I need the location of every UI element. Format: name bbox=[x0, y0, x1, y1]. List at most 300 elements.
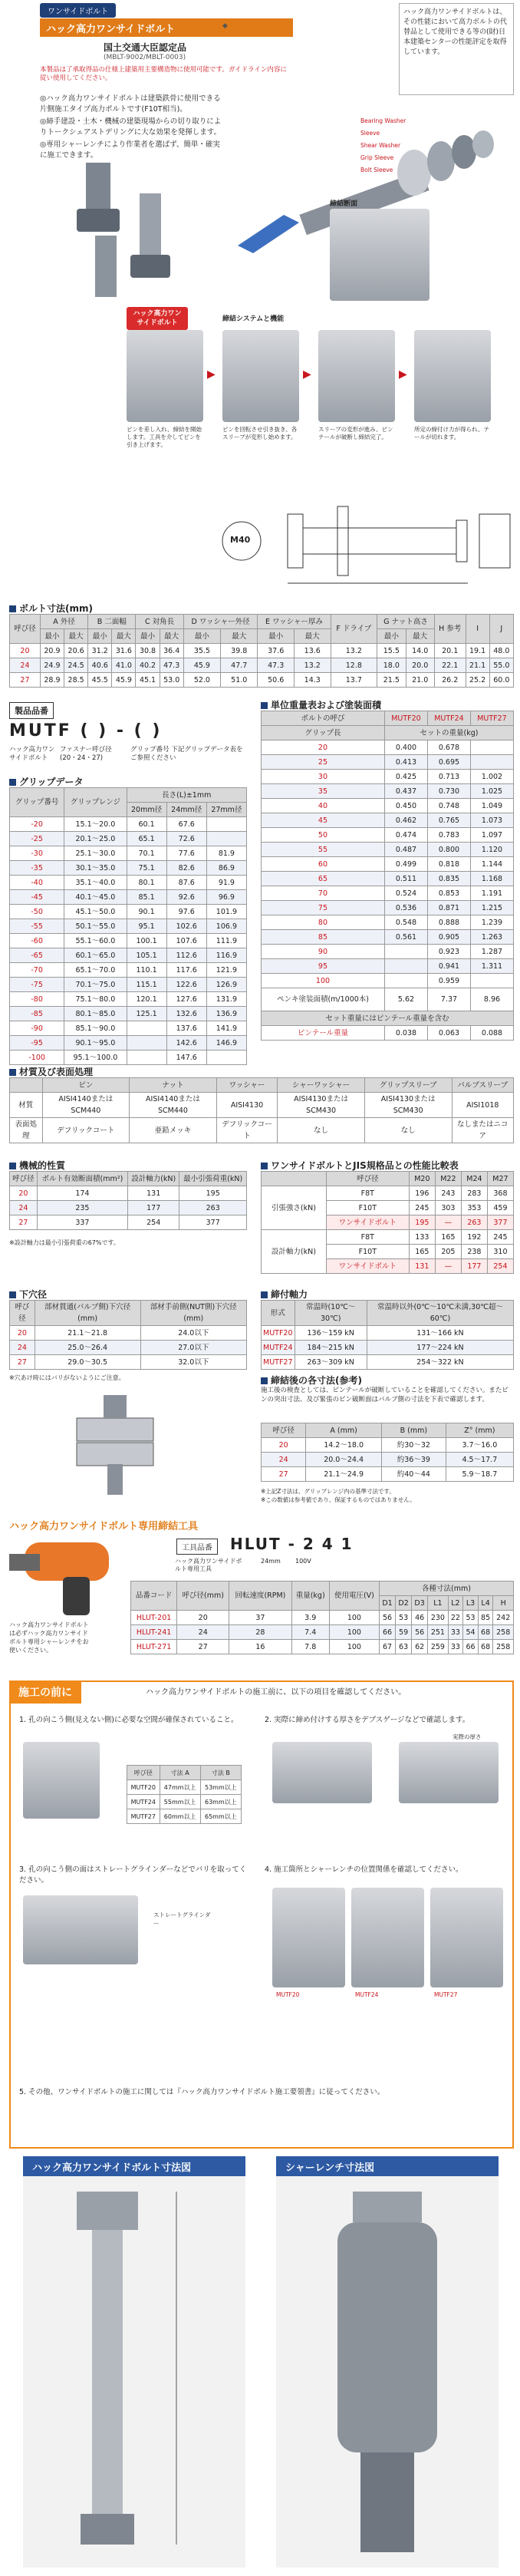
table-cell: 67 bbox=[380, 1640, 396, 1654]
table-cell: 121.9 bbox=[206, 963, 246, 978]
table-cell bbox=[127, 1021, 166, 1036]
table-cell: 459 bbox=[487, 1201, 513, 1215]
shear-wrench-photo bbox=[9, 1535, 132, 1619]
table-cell bbox=[470, 740, 513, 755]
table-cell: 24 bbox=[10, 1201, 38, 1215]
material-title: 材質及び表面処理 bbox=[9, 1065, 93, 1078]
table-cell: 85.1〜90.0 bbox=[64, 1021, 127, 1036]
table-cell: 41.0 bbox=[112, 658, 136, 673]
table-cell: 254 bbox=[128, 1215, 179, 1230]
table-cell: 20.9 bbox=[40, 644, 64, 658]
table-cell: 254〜322 kN bbox=[367, 1355, 513, 1370]
order-code: MUTF ( ) - ( ) bbox=[9, 721, 163, 740]
th: 最大 bbox=[294, 629, 331, 644]
table-cell: 60mm以上 bbox=[160, 1809, 200, 1824]
table-cell: 100 bbox=[329, 1625, 379, 1640]
table-row bbox=[131, 1625, 514, 1640]
th: 長さ(L)±1mm bbox=[127, 788, 247, 803]
table-cell: 50 bbox=[262, 828, 385, 843]
grip-table bbox=[9, 787, 247, 1065]
order-title: 製品品番 bbox=[9, 702, 54, 719]
table-cell: 62 bbox=[412, 1640, 428, 1654]
table-cell: -20 bbox=[10, 817, 64, 832]
th: 寸法 B bbox=[200, 1766, 241, 1780]
table-cell: 100 bbox=[262, 974, 385, 988]
table-cell: 368 bbox=[487, 1186, 513, 1201]
table-cell: 91.9 bbox=[206, 876, 246, 890]
table-row bbox=[10, 1021, 247, 1036]
table-cell: -60 bbox=[10, 934, 64, 948]
th: MUTF20 bbox=[384, 711, 427, 726]
table-cell: 0.748 bbox=[427, 799, 470, 813]
table-cell: 0.730 bbox=[427, 784, 470, 799]
table-cell: 110.1 bbox=[127, 963, 166, 978]
table-cell: 1.002 bbox=[470, 770, 513, 784]
table-cell bbox=[206, 817, 246, 832]
th: D3 bbox=[412, 1596, 428, 1611]
table-cell: 27 bbox=[262, 1467, 306, 1482]
table-cell: 47mm以上 bbox=[160, 1780, 200, 1795]
table-cell: -45 bbox=[10, 890, 64, 905]
table-cell: 1.120 bbox=[470, 843, 513, 857]
table-cell: 35.5 bbox=[183, 644, 220, 658]
th: 最大 bbox=[112, 629, 136, 644]
table-cell: 1.025 bbox=[470, 784, 513, 799]
space-table bbox=[127, 1765, 242, 1824]
step-text: スリーブの変形が進み、ピンテールが破断し締結完了。 bbox=[318, 426, 393, 440]
table-row bbox=[10, 1326, 247, 1341]
hole-title: 下穴径 bbox=[9, 1288, 47, 1301]
table-cell: 53.0 bbox=[160, 673, 183, 688]
table-cell: AISI4130 bbox=[216, 1093, 277, 1118]
table-cell: 27 bbox=[10, 1215, 38, 1230]
th: 使用電圧(V) bbox=[329, 1582, 379, 1611]
table-row bbox=[10, 1186, 247, 1201]
table-cell: 53 bbox=[463, 1611, 479, 1625]
table-cell: 39.8 bbox=[221, 644, 258, 658]
table-cell: 52.0 bbox=[183, 673, 220, 688]
th: 最小 bbox=[183, 629, 220, 644]
table-cell: 72.6 bbox=[166, 832, 206, 846]
table-cell: — bbox=[435, 1215, 461, 1230]
table-cell: 24.0以下 bbox=[140, 1326, 246, 1341]
tool-desc: ハック高力ワンサイドボルトは必ずハック高力ワンサイドボルト専用シャーレンチをお使いください。 bbox=[9, 1621, 89, 1654]
th: グリップ番号 bbox=[10, 788, 64, 817]
table-row bbox=[10, 1201, 247, 1215]
table-row bbox=[262, 1438, 514, 1453]
table-row bbox=[262, 770, 514, 784]
part-label: Sleeve bbox=[360, 130, 380, 137]
table-cell: 27 bbox=[10, 673, 41, 688]
table-cell: 235 bbox=[37, 1201, 127, 1215]
table-cell: 0.499 bbox=[384, 857, 427, 872]
table-cell: MUTF27 bbox=[127, 1809, 160, 1824]
table-cell: 66 bbox=[463, 1640, 479, 1654]
table-cell: 45.9 bbox=[183, 658, 220, 673]
table-row bbox=[127, 1795, 242, 1809]
tool-code: HLUT - 2 4 1 bbox=[230, 1535, 354, 1553]
th: D2 bbox=[396, 1596, 412, 1611]
table-cell: なし bbox=[364, 1118, 452, 1143]
table-cell: 21.1〜21.8 bbox=[35, 1326, 140, 1341]
table-cell: 20.1 bbox=[434, 644, 466, 658]
table-cell: 27 bbox=[10, 1355, 35, 1370]
table-cell: -75 bbox=[10, 978, 64, 992]
table-cell: 70.1〜75.0 bbox=[64, 978, 127, 992]
table-cell: 1.049 bbox=[470, 799, 513, 813]
step1-diagram bbox=[23, 1742, 100, 1819]
table-cell: 20.1〜25.0 bbox=[64, 832, 127, 846]
table-cell: 131〜166 kN bbox=[367, 1326, 513, 1341]
table-cell: 25.0〜26.4 bbox=[35, 1341, 140, 1355]
inspect-table bbox=[261, 1423, 514, 1482]
jis-title: ワンサイドボルトとJIS規格品との性能比較表 bbox=[261, 1159, 459, 1172]
table-row bbox=[262, 1467, 514, 1482]
th: 最大 bbox=[406, 629, 434, 644]
table-cell: 1.144 bbox=[470, 857, 513, 872]
th: ボルトの呼び bbox=[262, 711, 385, 726]
td: 5.62 bbox=[384, 988, 427, 1011]
table-cell: 21.1〜24.9 bbox=[306, 1467, 382, 1482]
table-row bbox=[10, 963, 247, 978]
th: B (mm) bbox=[381, 1423, 446, 1438]
td: 8.96 bbox=[470, 988, 513, 1011]
table-cell: 14.3 bbox=[294, 673, 331, 688]
part-label: Bearing Washer bbox=[360, 117, 406, 124]
table-row bbox=[262, 959, 514, 974]
table-cell: 141.9 bbox=[206, 1021, 246, 1036]
table-cell: 165 bbox=[435, 1230, 461, 1245]
table-cell: 30 bbox=[262, 770, 385, 784]
table-cell: 122.6 bbox=[166, 978, 206, 992]
table-cell: 51.0 bbox=[221, 673, 258, 688]
table-cell: F10T bbox=[326, 1201, 409, 1215]
table-cell: 15.1〜20.0 bbox=[64, 817, 127, 832]
table-cell: 40.6 bbox=[88, 658, 112, 673]
step4-diagram bbox=[272, 1888, 345, 1987]
table-cell: 303 bbox=[435, 1201, 461, 1215]
table-cell: 165 bbox=[409, 1245, 435, 1259]
table-row bbox=[262, 1341, 514, 1355]
table-cell: 111.9 bbox=[206, 934, 246, 948]
table-row bbox=[10, 1051, 247, 1065]
table-cell: 0.888 bbox=[427, 915, 470, 930]
product-title: ハック高力ワンサイドボルト bbox=[40, 18, 293, 37]
table-cell: 56 bbox=[412, 1625, 428, 1640]
tool-table bbox=[130, 1581, 514, 1654]
table-cell: 0.959 bbox=[427, 974, 470, 988]
section-label: 締結断面 bbox=[330, 200, 358, 208]
table-cell: 20 bbox=[10, 644, 41, 658]
table-cell: 133 bbox=[409, 1230, 435, 1245]
table-cell: 258 bbox=[493, 1625, 514, 1640]
table-cell: MUTF20 bbox=[262, 1326, 295, 1341]
table-row bbox=[262, 1186, 514, 1201]
table-row bbox=[262, 740, 514, 755]
table-cell: 14.2〜18.0 bbox=[306, 1438, 382, 1453]
table-cell: 131 bbox=[409, 1259, 435, 1274]
th: 最大 bbox=[160, 629, 183, 644]
table-cell bbox=[470, 974, 513, 988]
dims-table bbox=[9, 614, 514, 688]
table-cell: 40.1〜45.0 bbox=[64, 890, 127, 905]
td: 7.37 bbox=[427, 988, 470, 1011]
pre-step: 4. 施工箇所とシャーレンチの位置関係を確認してください。 bbox=[265, 1865, 463, 1874]
table-row bbox=[262, 886, 514, 901]
th: 最小 bbox=[258, 629, 295, 644]
table-cell: ワンサイドボルト bbox=[326, 1215, 409, 1230]
table-cell: 0.413 bbox=[384, 755, 427, 770]
table-cell: 230 bbox=[428, 1611, 449, 1625]
table-row bbox=[10, 1036, 247, 1051]
table-row bbox=[10, 1341, 247, 1355]
table-cell: 0.818 bbox=[427, 857, 470, 872]
table-cell: 254 bbox=[487, 1259, 513, 1274]
table-cell: デフリックコート bbox=[42, 1118, 130, 1143]
table-cell: 75.1 bbox=[127, 861, 166, 876]
tool-header: ハック高力ワンサイドボルト専用締結工具 bbox=[9, 1521, 199, 1532]
table-cell: 55mm以上 bbox=[160, 1795, 200, 1809]
table-cell: 材質 bbox=[10, 1093, 43, 1118]
th: グリップ長 bbox=[262, 726, 385, 740]
th: E ワッシャー厚み bbox=[258, 615, 331, 629]
table-cell: 0.437 bbox=[384, 784, 427, 799]
notice: 本製品は了承取得品の仕様上建築用主要構造物に使用可能です。ガイドライン内容に従い使用してください。 bbox=[40, 66, 287, 82]
cert-title: 国土交通大臣認定品 bbox=[104, 42, 187, 53]
table-cell: 101.9 bbox=[206, 905, 246, 919]
table-cell: 95.1〜100.0 bbox=[64, 1051, 127, 1065]
table-cell: -55 bbox=[10, 919, 64, 934]
table-cell: 137.6 bbox=[166, 1021, 206, 1036]
th: G ナット高さ bbox=[377, 615, 435, 629]
bolt-photo bbox=[40, 163, 216, 301]
dimension-drawing bbox=[215, 483, 514, 599]
table-cell: 142.6 bbox=[166, 1036, 206, 1051]
table-cell: 245 bbox=[409, 1201, 435, 1215]
th: L1 bbox=[428, 1596, 449, 1611]
table-row bbox=[10, 1007, 247, 1021]
table-cell bbox=[127, 1051, 166, 1065]
th: ボルト有効断面積(mm²) bbox=[37, 1172, 127, 1186]
table-cell: AISI1018 bbox=[452, 1093, 514, 1118]
tool-sub: ハック高力ワンサイドボルト専用工具 bbox=[175, 1558, 242, 1572]
table-row bbox=[262, 755, 514, 770]
table-cell: 337 bbox=[37, 1215, 127, 1230]
table-cell: 80.1 bbox=[127, 876, 166, 890]
part-label: Shear Washer bbox=[360, 142, 401, 149]
table-cell: 82.6 bbox=[166, 861, 206, 876]
table-cell: 80 bbox=[262, 915, 385, 930]
table-cell: なし bbox=[278, 1118, 365, 1143]
table-cell: 147.6 bbox=[166, 1051, 206, 1065]
table-cell: 259 bbox=[428, 1640, 449, 1654]
table-cell: 25 bbox=[262, 755, 385, 770]
table-cell: 37 bbox=[229, 1611, 291, 1625]
pre-step: 3. 孔の向こう側の面はストレートグラインダーなどでバリを取ってください。 bbox=[19, 1865, 247, 1885]
table-cell: 1.287 bbox=[470, 945, 513, 959]
th: A (mm) bbox=[306, 1423, 382, 1438]
table-cell: MUTF24 bbox=[262, 1341, 295, 1355]
table-cell: 設計軸力(kN) bbox=[262, 1230, 327, 1274]
table-cell: 31.2 bbox=[88, 644, 112, 658]
step-text: ピンを回転させ引き抜き、各スリーブが変形し始めます。 bbox=[222, 426, 298, 440]
th: M20 bbox=[409, 1172, 435, 1186]
table-cell: 75.1〜80.0 bbox=[64, 992, 127, 1007]
axial-table bbox=[261, 1300, 514, 1370]
table-cell: F8T bbox=[326, 1230, 409, 1245]
th: グリップレンジ bbox=[64, 788, 127, 817]
table-cell: 1.168 bbox=[470, 872, 513, 886]
table-cell: 50.6 bbox=[258, 673, 295, 688]
table-cell: 65 bbox=[262, 872, 385, 886]
table-cell: 28 bbox=[229, 1625, 291, 1640]
th: 最小 bbox=[136, 629, 160, 644]
th: グリップスリーブ bbox=[364, 1078, 452, 1093]
table-cell: 1.239 bbox=[470, 915, 513, 930]
table-cell: 205 bbox=[435, 1245, 461, 1259]
table-cell: 117.6 bbox=[166, 963, 206, 978]
table-cell: -70 bbox=[10, 963, 64, 978]
table-cell: 77.6 bbox=[166, 846, 206, 861]
table-cell: 35 bbox=[262, 784, 385, 799]
table-row bbox=[10, 832, 247, 846]
table-cell: 68 bbox=[478, 1640, 493, 1654]
table-row bbox=[10, 1215, 247, 1230]
table-row bbox=[10, 644, 514, 658]
table-cell: 70.1 bbox=[127, 846, 166, 861]
table-cell: 195 bbox=[409, 1215, 435, 1230]
table-cell: 20 bbox=[10, 1326, 35, 1341]
table-cell: 0.713 bbox=[427, 770, 470, 784]
th: 最小 bbox=[40, 629, 64, 644]
bolt-drawing bbox=[23, 2176, 245, 2568]
table-cell: 1.215 bbox=[470, 901, 513, 915]
order-label: ハック高力ワンサイドボルト bbox=[9, 746, 55, 762]
step-text: 所定の締付け力が得られ、テールが切れます。 bbox=[414, 426, 489, 440]
table-cell: AISI4140またはSCM440 bbox=[130, 1093, 217, 1118]
table-cell: なしまたはニコア bbox=[452, 1118, 514, 1143]
table-cell: 0.678 bbox=[427, 740, 470, 755]
table-cell: 40 bbox=[262, 799, 385, 813]
table-cell: 37.6 bbox=[258, 644, 295, 658]
th: 最小 bbox=[88, 629, 112, 644]
step-image-2 bbox=[222, 330, 299, 422]
th: Z° (mm) bbox=[446, 1423, 513, 1438]
step2-diagram bbox=[399, 1742, 499, 1803]
table-cell: 40.2 bbox=[136, 658, 160, 673]
th: 部材貫通(バルブ側)下穴径(mm) bbox=[35, 1301, 140, 1326]
table-cell: 81.9 bbox=[206, 846, 246, 861]
table-row bbox=[262, 857, 514, 872]
table-cell: HLUT-201 bbox=[131, 1611, 177, 1625]
th: D ワッシャー外径 bbox=[183, 615, 258, 629]
mech-table bbox=[9, 1171, 247, 1230]
table-cell: 22.1 bbox=[434, 658, 466, 673]
table-row bbox=[10, 673, 514, 688]
table-cell: 約30〜32 bbox=[381, 1438, 446, 1453]
table-cell: 0.561 bbox=[384, 930, 427, 945]
table-cell: 75 bbox=[262, 901, 385, 915]
table-cell: 24.5 bbox=[64, 658, 88, 673]
table-cell: AISI4130またはSCM430 bbox=[278, 1093, 365, 1118]
table-cell: 45.1 bbox=[136, 673, 160, 688]
pre-step: 5. その他、ワンサイドボルトの施工に関しては『ハック高力ワンサイドボルト施工要領書』に従ってください。 bbox=[19, 2088, 385, 2096]
table-cell: 126.9 bbox=[206, 978, 246, 992]
table-cell: 13.6 bbox=[294, 644, 331, 658]
th: D1 bbox=[380, 1596, 396, 1611]
table-cell: 0.765 bbox=[427, 813, 470, 828]
table-cell: 24 bbox=[10, 658, 41, 673]
table-cell: 30.1〜35.0 bbox=[64, 861, 127, 876]
table-cell: 0.400 bbox=[384, 740, 427, 755]
table-row bbox=[131, 1640, 514, 1654]
grinder-label: ストレートグラインダー bbox=[153, 1911, 211, 1927]
table-cell: 55.0 bbox=[489, 658, 513, 673]
table-row bbox=[262, 901, 514, 915]
table-cell: 18.0 bbox=[377, 658, 406, 673]
table-cell: 32.0以下 bbox=[140, 1355, 246, 1370]
th: ナット bbox=[130, 1078, 217, 1093]
table-cell: 33 bbox=[448, 1625, 463, 1640]
table-cell: 1.263 bbox=[470, 930, 513, 945]
table-row bbox=[127, 1780, 242, 1795]
th: H bbox=[493, 1596, 514, 1611]
table-cell: 243 bbox=[435, 1186, 461, 1201]
table-cell: 表面処理 bbox=[10, 1118, 43, 1143]
table-cell: 100 bbox=[329, 1611, 379, 1625]
table-cell: 約40〜44 bbox=[381, 1467, 446, 1482]
inspect-note: ※この数値は参考値であり、保証するものではありません。 bbox=[261, 1496, 416, 1503]
table-cell: 30.8 bbox=[136, 644, 160, 658]
category-tag: ワンサイドボルト bbox=[40, 3, 116, 18]
th: 24mm径 bbox=[166, 803, 206, 817]
table-cell: 67.6 bbox=[166, 817, 206, 832]
table-cell: 377 bbox=[487, 1215, 513, 1230]
table-cell: -65 bbox=[10, 948, 64, 963]
table-cell: -35 bbox=[10, 861, 64, 876]
table-cell: 86.9 bbox=[206, 861, 246, 876]
table-cell: -95 bbox=[10, 1036, 64, 1051]
hole-table bbox=[9, 1300, 247, 1370]
table-cell: 1.097 bbox=[470, 828, 513, 843]
table-cell: MUTF24 bbox=[127, 1795, 160, 1809]
th: 各種寸法(mm) bbox=[380, 1582, 514, 1596]
table-cell: 13.2 bbox=[294, 658, 331, 673]
table-cell: 3.7〜16.0 bbox=[446, 1438, 513, 1453]
table-cell: 60.1〜65.0 bbox=[64, 948, 127, 963]
table-cell: 0.695 bbox=[427, 755, 470, 770]
table-cell: 35.1〜40.0 bbox=[64, 876, 127, 890]
inspect-text: 施工後の検査としては、ピンテールが破断していることを確認してください。またピンの突出寸法、及び緊張のピン破断面はバルブ側の寸法を下表で確認します。 bbox=[261, 1387, 508, 1403]
table-cell: 100 bbox=[329, 1640, 379, 1654]
table-cell: 25.1〜30.0 bbox=[64, 846, 127, 861]
table-row bbox=[262, 915, 514, 930]
table-cell: 310 bbox=[487, 1245, 513, 1259]
order-label: グリップ番号 下記グリップデータ表をご参照ください bbox=[130, 746, 243, 762]
table-cell: 184〜215 kN bbox=[295, 1341, 367, 1355]
table-row bbox=[262, 872, 514, 886]
table-cell: 45.9 bbox=[112, 673, 136, 688]
table-row bbox=[10, 934, 247, 948]
th: ワッシャー bbox=[216, 1078, 277, 1093]
table-cell: 90.1 bbox=[127, 905, 166, 919]
table-cell: 107.6 bbox=[166, 934, 206, 948]
table-cell: 0.425 bbox=[384, 770, 427, 784]
table-row bbox=[262, 1453, 514, 1467]
table-cell: 60.0 bbox=[489, 673, 513, 688]
table-cell: 47.3 bbox=[160, 658, 183, 673]
step-image-4 bbox=[414, 330, 491, 422]
